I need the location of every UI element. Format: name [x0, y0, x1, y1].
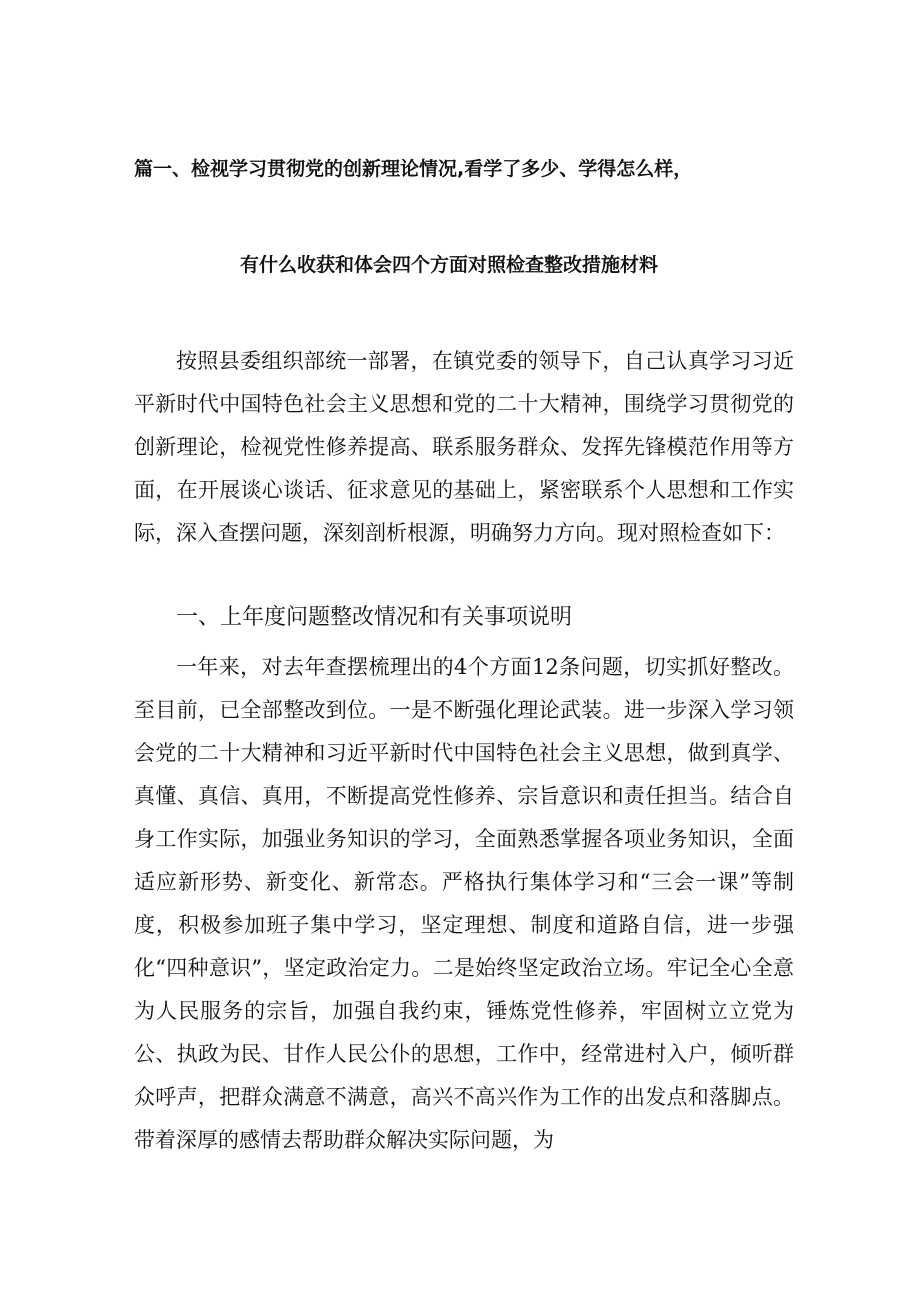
intro-paragraph: 按照县委组织部统一部署，在镇党委的领导下，自己认真学习习近平新时代中国特色社会主义思想和党的二十大精神，围绕学习贯彻党的创新理论，检视党性修养提高、联系服务群众、发挥先锋模范作用等方面，在开展谈心谈话、征求意见的基础上，紧密联系个人思想和工作实际，深入查摆问题，深刻剖析根源，明确努力方向。现对照检查如下：: [134, 349, 794, 545]
section-1-paragraph: 一年来，对去年查摆梳理出的4个方面12条问题，切实抓好整改。至目前，已全部整改到位。一是不断强化理论武装。进一步深入学习领会党的二十大精神和习近平新时代中国特色社会主义思想，做到真学、真懂、真信、真用，不断提高党性修养、宗旨意识和责任担当。结合自身工作实际，加强业务知识的学习，全面熟悉掌握各项业务知识，全面适应新形势、新变化、新常态。严格执行集体学习和“三会一课”等制度，积极参加班子集中学习，坚定理想、制度和道路自信，进一步强化“四种意识”，坚定政治定力。二是始终坚定政治立场。牢记全心全意为人民服务的宗旨，加强自我约束，锤炼党性修养，牢固树立立党为公、执政为民、甘作人民公仆的思想，工作中，经常进村入户，倾听群众呼声，把群众满意不满意，高兴不高兴作为工作的出发点和落脚点。带着深厚的感情去帮助群众解决实际问题，为: [134, 655, 794, 1152]
document-title-line-2: 有什么收获和体会四个方面对照检查整改措施材料: [240, 254, 659, 276]
section-heading-1: 一、上年度问题整改情况和有关事项说明: [176, 605, 573, 630]
document-title-line-1: 篇一、检视学习贯彻党的创新理论情况,看学了多少、学得怎么样，: [134, 158, 693, 180]
